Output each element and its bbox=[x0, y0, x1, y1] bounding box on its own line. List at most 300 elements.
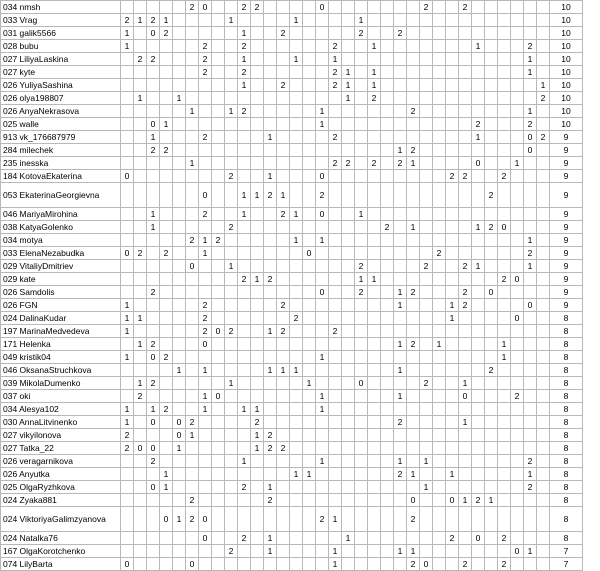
score-cell bbox=[134, 532, 147, 545]
score-cell: 2 bbox=[524, 40, 537, 53]
score-cell bbox=[199, 481, 212, 494]
score-cell bbox=[355, 442, 368, 455]
score-cell bbox=[147, 92, 160, 105]
score-cell bbox=[485, 247, 498, 260]
score-cell bbox=[420, 221, 433, 234]
score-cell bbox=[290, 118, 303, 131]
score-cell bbox=[290, 481, 303, 494]
participant-name: 027 vikyilonova bbox=[1, 429, 121, 442]
score-cell bbox=[433, 234, 446, 247]
score-cell bbox=[212, 558, 225, 571]
total-score: 9 bbox=[550, 170, 583, 183]
score-cell bbox=[199, 79, 212, 92]
score-cell bbox=[303, 351, 316, 364]
participant-name: 033 ElenaNezabudka bbox=[1, 247, 121, 260]
score-cell bbox=[537, 442, 550, 455]
score-cell: 0 bbox=[511, 312, 524, 325]
score-cell bbox=[511, 494, 524, 507]
score-cell bbox=[498, 403, 511, 416]
score-cell: 1 bbox=[524, 53, 537, 66]
score-cell bbox=[407, 234, 420, 247]
score-cell bbox=[537, 221, 550, 234]
score-cell bbox=[433, 1, 446, 14]
score-cell bbox=[355, 118, 368, 131]
score-cell bbox=[537, 1, 550, 14]
score-cell: 0 bbox=[355, 377, 368, 390]
score-cell bbox=[238, 260, 251, 273]
score-cell: 1 bbox=[316, 403, 329, 416]
score-cell bbox=[303, 221, 316, 234]
score-cell bbox=[407, 364, 420, 377]
score-cell bbox=[290, 221, 303, 234]
score-cell bbox=[212, 351, 225, 364]
score-cell: 0 bbox=[459, 390, 472, 403]
score-cell: 0 bbox=[199, 338, 212, 351]
score-cell bbox=[394, 260, 407, 273]
score-cell: 2 bbox=[498, 170, 511, 183]
score-cell bbox=[160, 455, 173, 468]
score-cell bbox=[316, 27, 329, 40]
score-cell bbox=[316, 442, 329, 455]
score-cell bbox=[394, 351, 407, 364]
score-cell bbox=[134, 183, 147, 208]
score-cell bbox=[134, 27, 147, 40]
score-cell bbox=[329, 351, 342, 364]
score-cell bbox=[173, 312, 186, 325]
score-cell bbox=[186, 14, 199, 27]
score-cell bbox=[277, 260, 290, 273]
score-cell bbox=[472, 299, 485, 312]
score-cell bbox=[524, 338, 537, 351]
score-cell: 2 bbox=[329, 79, 342, 92]
score-cell: 2 bbox=[225, 170, 238, 183]
score-cell bbox=[537, 338, 550, 351]
total-score: 9 bbox=[550, 286, 583, 299]
participant-name: 024 DalinaKudar bbox=[1, 312, 121, 325]
score-cell bbox=[537, 144, 550, 157]
score-cell bbox=[251, 221, 264, 234]
score-cell: 0 bbox=[498, 221, 511, 234]
score-cell: 1 bbox=[121, 312, 134, 325]
score-cell bbox=[290, 131, 303, 144]
score-cell bbox=[225, 416, 238, 429]
score-cell bbox=[290, 377, 303, 390]
score-cell bbox=[160, 532, 173, 545]
score-cell bbox=[342, 312, 355, 325]
total-score: 10 bbox=[550, 40, 583, 53]
score-cell bbox=[446, 455, 459, 468]
score-cell bbox=[381, 157, 394, 170]
score-cell bbox=[147, 40, 160, 53]
score-cell bbox=[446, 221, 459, 234]
score-cell: 2 bbox=[407, 105, 420, 118]
score-cell bbox=[433, 92, 446, 105]
score-cell bbox=[329, 221, 342, 234]
score-cell bbox=[238, 286, 251, 299]
score-cell bbox=[186, 299, 199, 312]
score-cell bbox=[264, 377, 277, 390]
score-cell bbox=[329, 312, 342, 325]
score-cell bbox=[225, 79, 238, 92]
score-cell bbox=[485, 507, 498, 532]
score-cell bbox=[212, 92, 225, 105]
score-cell bbox=[186, 377, 199, 390]
score-cell bbox=[199, 377, 212, 390]
score-cell bbox=[225, 299, 238, 312]
score-cell bbox=[407, 403, 420, 416]
score-cell: 1 bbox=[303, 377, 316, 390]
score-cell: 1 bbox=[290, 364, 303, 377]
score-cell bbox=[511, 351, 524, 364]
score-cell bbox=[303, 79, 316, 92]
score-cell: 1 bbox=[407, 157, 420, 170]
participant-name: 026 Anyutka bbox=[1, 468, 121, 481]
score-cell bbox=[485, 92, 498, 105]
participant-name: 026 olya198807 bbox=[1, 92, 121, 105]
score-cell bbox=[537, 260, 550, 273]
score-cell: 1 bbox=[394, 545, 407, 558]
score-cell: 1 bbox=[394, 390, 407, 403]
score-cell: 1 bbox=[316, 351, 329, 364]
score-cell: 2 bbox=[511, 390, 524, 403]
total-score: 8 bbox=[550, 390, 583, 403]
score-cell: 1 bbox=[264, 170, 277, 183]
score-cell bbox=[264, 27, 277, 40]
score-cell: 2 bbox=[264, 429, 277, 442]
score-cell: 2 bbox=[407, 558, 420, 571]
score-cell bbox=[381, 390, 394, 403]
score-cell bbox=[420, 92, 433, 105]
score-cell bbox=[277, 1, 290, 14]
score-cell bbox=[264, 234, 277, 247]
score-cell: 2 bbox=[264, 273, 277, 286]
score-cell bbox=[199, 286, 212, 299]
score-cell bbox=[355, 312, 368, 325]
score-cell: 1 bbox=[121, 351, 134, 364]
score-cell bbox=[498, 144, 511, 157]
score-cell bbox=[264, 455, 277, 468]
score-cell bbox=[290, 545, 303, 558]
participant-name: 027 kyte bbox=[1, 66, 121, 79]
score-cell bbox=[173, 157, 186, 170]
score-cell: 2 bbox=[264, 442, 277, 455]
score-cell bbox=[498, 442, 511, 455]
score-cell bbox=[316, 66, 329, 79]
score-cell: 1 bbox=[524, 545, 537, 558]
score-cell bbox=[433, 208, 446, 221]
table-row bbox=[1, 351, 583, 364]
score-cell bbox=[342, 105, 355, 118]
score-cell bbox=[537, 40, 550, 53]
score-cell bbox=[420, 14, 433, 27]
score-cell bbox=[160, 131, 173, 144]
score-cell bbox=[433, 27, 446, 40]
participant-name: 026 FGN bbox=[1, 299, 121, 312]
score-cell bbox=[316, 494, 329, 507]
score-cell bbox=[290, 351, 303, 364]
score-cell: 2 bbox=[186, 234, 199, 247]
table-row bbox=[1, 105, 583, 118]
score-cell bbox=[264, 468, 277, 481]
score-cell bbox=[381, 247, 394, 260]
table-row bbox=[1, 390, 583, 403]
score-cell bbox=[173, 14, 186, 27]
score-cell: 2 bbox=[147, 377, 160, 390]
score-cell bbox=[420, 66, 433, 79]
score-cell bbox=[472, 312, 485, 325]
score-cell bbox=[355, 92, 368, 105]
score-cell bbox=[212, 247, 225, 260]
score-cell bbox=[225, 234, 238, 247]
score-cell bbox=[511, 40, 524, 53]
table-row bbox=[1, 183, 583, 208]
score-cell: 1 bbox=[316, 105, 329, 118]
score-cell bbox=[420, 468, 433, 481]
score-cell bbox=[498, 299, 511, 312]
participant-name: 033 Vrag bbox=[1, 14, 121, 27]
score-cell bbox=[225, 312, 238, 325]
score-cell bbox=[511, 1, 524, 14]
score-cell: 1 bbox=[290, 468, 303, 481]
score-cell bbox=[134, 234, 147, 247]
score-cell bbox=[394, 403, 407, 416]
score-cell bbox=[381, 131, 394, 144]
score-cell bbox=[303, 494, 316, 507]
participant-name: 038 KatyaGolenko bbox=[1, 221, 121, 234]
score-cell bbox=[472, 545, 485, 558]
score-cell bbox=[485, 118, 498, 131]
score-cell bbox=[446, 273, 459, 286]
score-cell bbox=[134, 170, 147, 183]
score-cell: 2 bbox=[238, 105, 251, 118]
score-cell bbox=[277, 558, 290, 571]
score-cell bbox=[173, 66, 186, 79]
score-cell bbox=[381, 170, 394, 183]
score-cell bbox=[186, 79, 199, 92]
score-cell bbox=[368, 247, 381, 260]
score-cell bbox=[459, 27, 472, 40]
score-cell: 1 bbox=[264, 481, 277, 494]
score-cell bbox=[329, 429, 342, 442]
score-cell bbox=[160, 494, 173, 507]
score-cell bbox=[251, 79, 264, 92]
score-cell bbox=[433, 442, 446, 455]
score-cell bbox=[251, 338, 264, 351]
score-cell bbox=[433, 468, 446, 481]
score-cell bbox=[134, 429, 147, 442]
score-cell bbox=[251, 14, 264, 27]
score-cell bbox=[186, 131, 199, 144]
score-cell bbox=[407, 92, 420, 105]
score-cell bbox=[407, 377, 420, 390]
score-cell bbox=[459, 14, 472, 27]
score-cell: 1 bbox=[251, 273, 264, 286]
score-cell bbox=[121, 377, 134, 390]
score-cell bbox=[329, 260, 342, 273]
score-cell bbox=[420, 338, 433, 351]
score-cell: 1 bbox=[524, 468, 537, 481]
table-row bbox=[1, 14, 583, 27]
participant-name: 031 galik5566 bbox=[1, 27, 121, 40]
score-cell bbox=[147, 429, 160, 442]
score-cell: 0 bbox=[121, 170, 134, 183]
score-cell bbox=[355, 558, 368, 571]
score-cell bbox=[355, 494, 368, 507]
score-cell: 1 bbox=[511, 157, 524, 170]
score-cell bbox=[524, 208, 537, 221]
score-cell bbox=[394, 325, 407, 338]
score-cell bbox=[511, 221, 524, 234]
score-cell: 2 bbox=[329, 131, 342, 144]
score-cell bbox=[173, 494, 186, 507]
score-cell bbox=[186, 118, 199, 131]
score-cell bbox=[342, 221, 355, 234]
score-cell bbox=[420, 429, 433, 442]
score-cell bbox=[381, 468, 394, 481]
score-cell bbox=[459, 234, 472, 247]
score-cell bbox=[277, 416, 290, 429]
score-cell bbox=[251, 144, 264, 157]
score-cell bbox=[251, 170, 264, 183]
score-cell: 2 bbox=[121, 14, 134, 27]
score-cell: 2 bbox=[225, 545, 238, 558]
participant-name: 025 OlgaRyzhkova bbox=[1, 481, 121, 494]
score-cell bbox=[472, 27, 485, 40]
score-cell: 2 bbox=[147, 53, 160, 66]
score-cell: 1 bbox=[472, 221, 485, 234]
score-cell bbox=[537, 455, 550, 468]
score-cell bbox=[225, 532, 238, 545]
score-cell bbox=[225, 351, 238, 364]
score-cell bbox=[264, 507, 277, 532]
score-cell bbox=[459, 338, 472, 351]
score-cell bbox=[407, 247, 420, 260]
score-cell bbox=[472, 507, 485, 532]
score-cell bbox=[238, 416, 251, 429]
score-cell bbox=[290, 429, 303, 442]
score-cell bbox=[199, 455, 212, 468]
score-cell bbox=[160, 273, 173, 286]
table-row bbox=[1, 545, 583, 558]
score-cell bbox=[290, 338, 303, 351]
score-cell: 1 bbox=[524, 260, 537, 273]
score-cell bbox=[537, 247, 550, 260]
score-cell bbox=[290, 157, 303, 170]
score-cell: 0 bbox=[316, 170, 329, 183]
score-cell: 1 bbox=[173, 364, 186, 377]
score-cell bbox=[186, 247, 199, 260]
score-cell bbox=[446, 157, 459, 170]
score-cell bbox=[342, 325, 355, 338]
score-cell bbox=[485, 403, 498, 416]
score-cell bbox=[186, 221, 199, 234]
score-cell: 1 bbox=[121, 416, 134, 429]
score-cell bbox=[290, 442, 303, 455]
score-cell bbox=[303, 183, 316, 208]
score-cell bbox=[342, 286, 355, 299]
score-cell bbox=[212, 170, 225, 183]
score-cell bbox=[537, 494, 550, 507]
score-cell bbox=[368, 234, 381, 247]
score-cell bbox=[355, 40, 368, 53]
score-cell: 2 bbox=[459, 299, 472, 312]
score-cell bbox=[290, 532, 303, 545]
score-cell bbox=[264, 118, 277, 131]
score-cell: 1 bbox=[277, 364, 290, 377]
total-score: 9 bbox=[550, 247, 583, 260]
score-cell bbox=[472, 429, 485, 442]
table-row bbox=[1, 157, 583, 170]
score-cell bbox=[264, 14, 277, 27]
score-cell bbox=[212, 260, 225, 273]
score-cell bbox=[368, 377, 381, 390]
score-cell bbox=[251, 234, 264, 247]
score-cell bbox=[186, 208, 199, 221]
score-cell bbox=[511, 403, 524, 416]
score-cell bbox=[290, 403, 303, 416]
score-cell bbox=[485, 157, 498, 170]
score-cell bbox=[173, 481, 186, 494]
total-score: 9 bbox=[550, 273, 583, 286]
score-cell: 1 bbox=[446, 468, 459, 481]
score-cell bbox=[381, 14, 394, 27]
score-cell bbox=[316, 532, 329, 545]
score-cell bbox=[329, 1, 342, 14]
score-cell bbox=[225, 157, 238, 170]
score-cell bbox=[524, 325, 537, 338]
score-cell: 0 bbox=[199, 1, 212, 14]
table-row bbox=[1, 325, 583, 338]
score-cell bbox=[199, 157, 212, 170]
score-cell bbox=[251, 468, 264, 481]
score-cell bbox=[173, 118, 186, 131]
score-cell bbox=[173, 455, 186, 468]
score-cell bbox=[160, 545, 173, 558]
score-cell bbox=[329, 273, 342, 286]
score-cell: 1 bbox=[121, 403, 134, 416]
score-cell bbox=[459, 273, 472, 286]
score-cell bbox=[459, 468, 472, 481]
table-row bbox=[1, 92, 583, 105]
score-cell bbox=[420, 40, 433, 53]
score-cell bbox=[433, 273, 446, 286]
score-cell: 2 bbox=[355, 27, 368, 40]
score-cell bbox=[225, 403, 238, 416]
score-cell bbox=[459, 66, 472, 79]
participant-name: 025 walle bbox=[1, 118, 121, 131]
table-row bbox=[1, 338, 583, 351]
score-cell: 2 bbox=[147, 455, 160, 468]
score-cell: 1 bbox=[147, 403, 160, 416]
score-cell bbox=[251, 131, 264, 144]
score-cell bbox=[173, 532, 186, 545]
score-cell bbox=[199, 144, 212, 157]
total-score: 7 bbox=[550, 558, 583, 571]
score-cell bbox=[485, 131, 498, 144]
score-cell bbox=[355, 416, 368, 429]
participant-name: 034 Alesya102 bbox=[1, 403, 121, 416]
total-score: 8 bbox=[550, 468, 583, 481]
score-cell bbox=[511, 208, 524, 221]
score-cell bbox=[329, 27, 342, 40]
score-cell bbox=[472, 183, 485, 208]
score-cell bbox=[329, 208, 342, 221]
score-cell bbox=[537, 208, 550, 221]
score-cell: 2 bbox=[277, 299, 290, 312]
score-cell bbox=[225, 468, 238, 481]
score-cell: 1 bbox=[394, 338, 407, 351]
score-cell: 1 bbox=[121, 299, 134, 312]
